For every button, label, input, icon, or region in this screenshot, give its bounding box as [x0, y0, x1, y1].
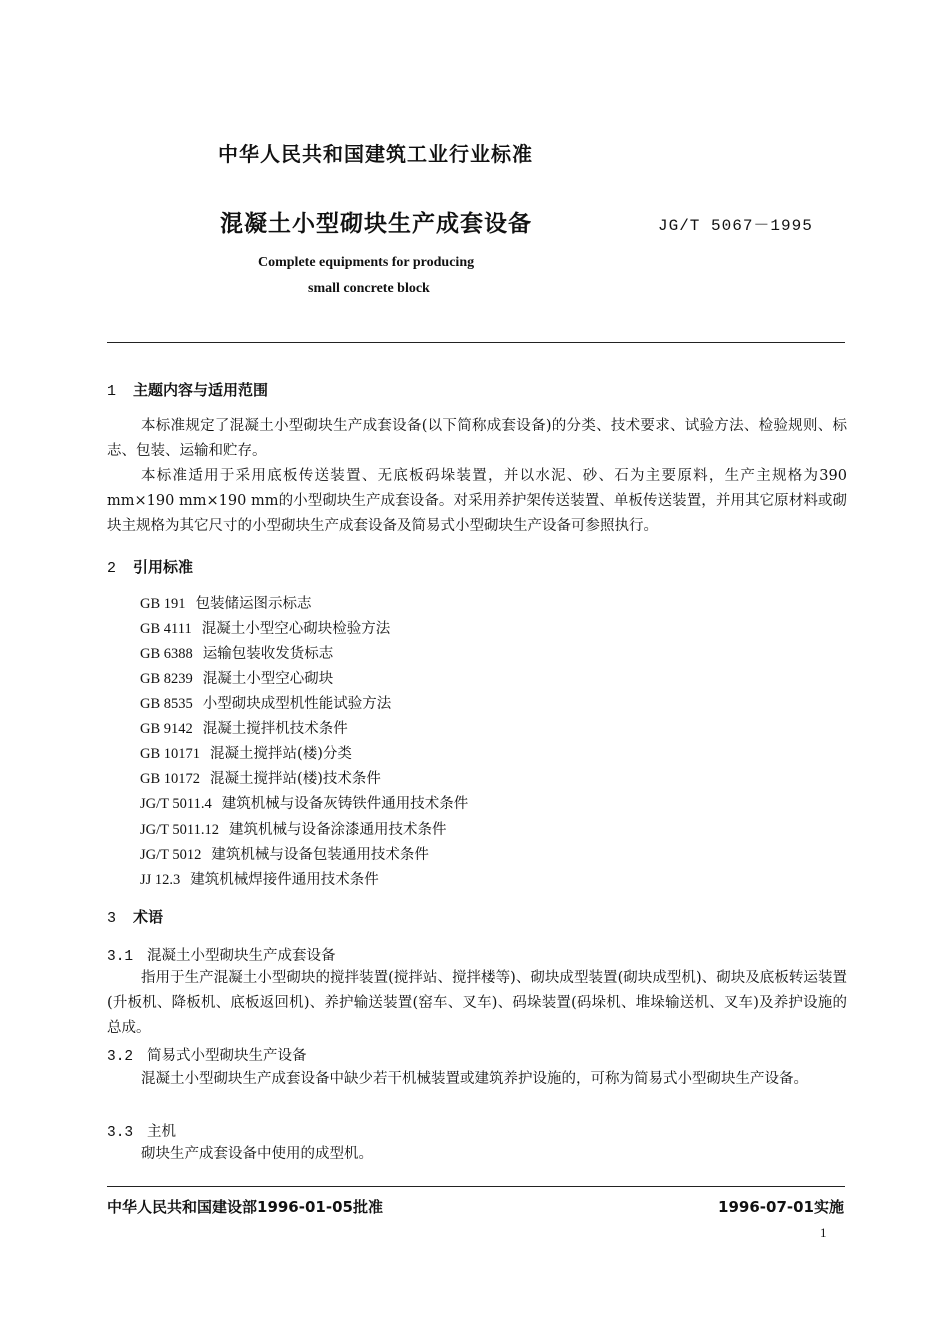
term-name: 混凝土小型砌块生产成套设备	[147, 948, 336, 964]
reference-name: 运输包装收发货标志	[202, 646, 334, 662]
term-number: 3.3	[107, 1125, 134, 1141]
english-title-line1: Complete equipments for producing	[258, 255, 475, 270]
section-title: 术语	[133, 908, 164, 926]
section-title: 主题内容与适用范围	[133, 381, 269, 399]
reference-code: JG/T 5012	[140, 847, 202, 863]
reference-item	[140, 667, 333, 688]
reference-code: JJ 12.3	[140, 872, 181, 888]
reference-code: GB 6388	[140, 646, 193, 662]
term-heading	[107, 1120, 176, 1141]
reference-item	[140, 818, 446, 839]
section-3-heading	[107, 906, 163, 927]
section-1-paragraph-2: 本标准适用于采用底板传送装置、无底板码垛装置，并以水泥、砂、石为主要原料，生产主规格为390 mm×190 mm×190 mm的小型砌块生产成套设备。对采用养护架传送装置、单板传送装置，并用其它原材料或砌块主规格为其它尺寸的小型砌块生产成套设备及简易式小型砌块生产设备可参照执行。	[107, 468, 847, 534]
standard-code: JG/T 5067－1995	[658, 217, 813, 235]
reference-name: 建筑机械与设备包装通用技术条件	[211, 847, 429, 863]
footer-divider	[107, 1186, 845, 1187]
term-definition: 指用于生产混凝土小型砌块的搅拌装置(搅拌站、搅拌楼等)、砌块成型装置(砌块成型机)、砌块及底板转运装置(升板机、降板机、底板返回机)、养护输送装置(窑车、叉车)、码垛装置(码垛机、堆垛输送机、叉车)及养护设施的总成。	[107, 970, 847, 1036]
term-definition: 砌块生产成套设备中使用的成型机。	[141, 1146, 373, 1162]
term-number: 3.2	[107, 1049, 134, 1065]
section-number: 2	[107, 560, 117, 577]
reference-name: 混凝土小型空心砌块检验方法	[201, 621, 391, 637]
reference-name: 包装储运图示标志	[195, 596, 312, 612]
term-number: 3.1	[107, 949, 134, 965]
reference-code: GB 4111	[140, 621, 192, 637]
english-title-line2: small concrete block	[308, 281, 430, 296]
reference-code: GB 191	[140, 596, 186, 612]
reference-item	[140, 843, 429, 864]
reference-code: GB 8239	[140, 671, 193, 687]
reference-name: 混凝土搅拌站(楼)分类	[210, 746, 352, 762]
reference-item	[140, 692, 391, 713]
reference-name: 混凝土搅拌站(楼)技术条件	[210, 771, 381, 787]
term-heading	[107, 1044, 307, 1065]
term-name: 主机	[147, 1124, 176, 1140]
standard-organization: 中华人民共和国建筑工业行业标准	[218, 142, 533, 166]
document-title: 混凝土小型砌块生产成套设备	[220, 211, 532, 237]
term-definition: 混凝土小型砌块生产成套设备中缺少若干机械装置或建筑养护设施的，可称为简易式小型砌块生产设备。	[141, 1071, 808, 1087]
section-number: 1	[107, 383, 117, 400]
reference-code: JG/T 5011.12	[140, 822, 219, 838]
section-title: 引用标准	[133, 558, 194, 576]
section-1-heading	[107, 379, 268, 400]
reference-name: 混凝土小型空心砌块	[202, 671, 334, 687]
reference-item	[140, 717, 348, 738]
page-number: 1	[820, 1225, 827, 1240]
term-name: 简易式小型砌块生产设备	[147, 1048, 307, 1064]
reference-item	[140, 617, 390, 638]
header-divider	[107, 342, 845, 343]
reference-code: GB 9142	[140, 721, 193, 737]
reference-name: 混凝土搅拌机技术条件	[202, 721, 348, 737]
approval-statement: 中华人民共和国建设部1996-01-05批准	[107, 1198, 383, 1216]
reference-item	[140, 742, 352, 763]
section-2-heading	[107, 556, 193, 577]
reference-name: 小型砌块成型机性能试验方法	[202, 696, 392, 712]
reference-name: 建筑机械与设备涂漆通用技术条件	[228, 822, 447, 838]
reference-code: GB 10171	[140, 746, 201, 762]
reference-item	[140, 767, 381, 788]
reference-code: GB 10172	[140, 771, 201, 787]
reference-item	[140, 868, 379, 889]
section-number: 3	[107, 910, 117, 927]
term-heading	[107, 944, 336, 965]
section-1-paragraph-1: 本标准规定了混凝土小型砌块生产成套设备(以下简称成套设备)的分类、技术要求、试验方法、检验规则、标志、包装、运输和贮存。	[107, 418, 847, 459]
reference-item	[140, 592, 312, 613]
reference-name: 建筑机械焊接件通用技术条件	[190, 872, 379, 888]
reference-item	[140, 792, 468, 813]
reference-name: 建筑机械与设备灰铸铁件通用技术条件	[221, 796, 469, 812]
reference-item	[140, 642, 333, 663]
reference-code: GB 8535	[140, 696, 193, 712]
implementation-date: 1996-07-01实施	[718, 1198, 844, 1216]
reference-code: JG/T 5011.4	[140, 796, 212, 812]
